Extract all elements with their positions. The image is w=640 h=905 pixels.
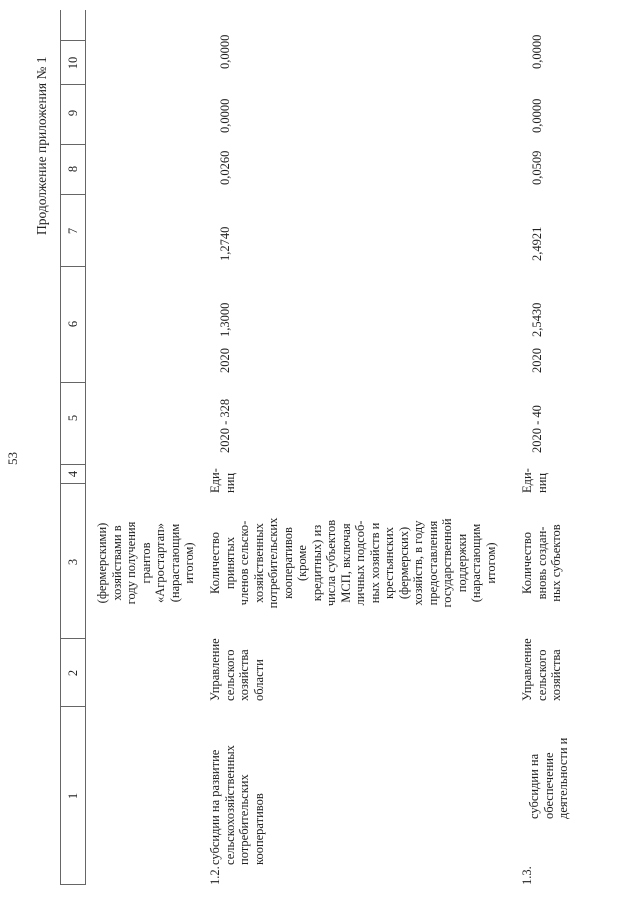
row-name-line: субсидии на развитие bbox=[208, 749, 222, 865]
col-number-7: 7 bbox=[66, 227, 80, 235]
row-1-2-year: 2020 bbox=[218, 348, 232, 373]
row-1-2-executor: Управление сельского хозяйства области bbox=[208, 638, 266, 701]
col-number-4: 4 bbox=[66, 470, 80, 478]
col-number-3: 3 bbox=[66, 558, 80, 566]
row-1-3-indicator: Количество вновь создан- ных субъектов bbox=[520, 524, 563, 602]
row-1-2-base: 2020 - 328 bbox=[218, 398, 232, 453]
row-number: 1.2. bbox=[208, 866, 222, 885]
continued-indicator: (фермерскими) хозяйствами в году получения грантов «Агростартап» (нарастающим итогом) bbox=[95, 521, 196, 605]
col-number-5: 5 bbox=[66, 414, 80, 422]
col-number-2: 2 bbox=[66, 669, 80, 677]
row-name-line: потребительских bbox=[237, 774, 251, 865]
row-1-3-name: субсидии на обеспечение деятельности и bbox=[527, 737, 570, 819]
col-number-1: 1 bbox=[66, 792, 80, 800]
row-1-3-value-10: 0,0000 bbox=[530, 34, 544, 69]
col-number-9: 9 bbox=[66, 109, 80, 117]
page-number: 53 bbox=[5, 452, 20, 465]
row-1-3-value-6: 2,5430 bbox=[530, 302, 544, 337]
row-1-3-year: 2020 bbox=[530, 348, 544, 373]
row-1-2-indicator: Количество принятых членов сельско- хозяйственных потребительских кооперативов (кроме кредитных) из числа субъектов МСП, включая личных подсоб- ных хозяйств и крестьянских (фермерских) хозяйств, в году предоставления государственной поддержки (нарастающим итогом) bbox=[208, 517, 498, 609]
col-number-10: 10 bbox=[66, 56, 80, 70]
row-1-3-number: 1.3. bbox=[520, 866, 534, 885]
row-1-3-value-7: 2,4921 bbox=[530, 226, 544, 261]
row-1-3-executor: Управление сельского хозяйства bbox=[520, 638, 563, 701]
continuation-title: Продолжение приложения № 1 bbox=[34, 56, 49, 235]
row-name-line: сельскохозяйственных bbox=[222, 745, 237, 865]
row-1-2-name bbox=[208, 745, 266, 865]
col-number-6: 6 bbox=[66, 320, 80, 328]
row-1-3-base: 2020 - 40 bbox=[530, 405, 544, 453]
row-1-2-value-6: 1,3000 bbox=[218, 302, 232, 337]
row-1-2-value-7: 1,2740 bbox=[218, 226, 232, 261]
row-1-3-unit: Еди- ниц bbox=[520, 468, 549, 493]
row-1-3-value-8: 0,0509 bbox=[530, 150, 544, 185]
row-1-2-unit: Еди- ниц bbox=[208, 468, 237, 493]
row-1-2-value-9: 0,0000 bbox=[218, 98, 232, 133]
row-name-line: кооперативов bbox=[251, 793, 266, 865]
row-1-2-value-10: 0,0000 bbox=[218, 34, 232, 69]
col-number-8: 8 bbox=[66, 165, 80, 173]
row-1-2-value-8: 0,0260 bbox=[218, 150, 232, 185]
row-1-3-value-9: 0,0000 bbox=[530, 98, 544, 133]
